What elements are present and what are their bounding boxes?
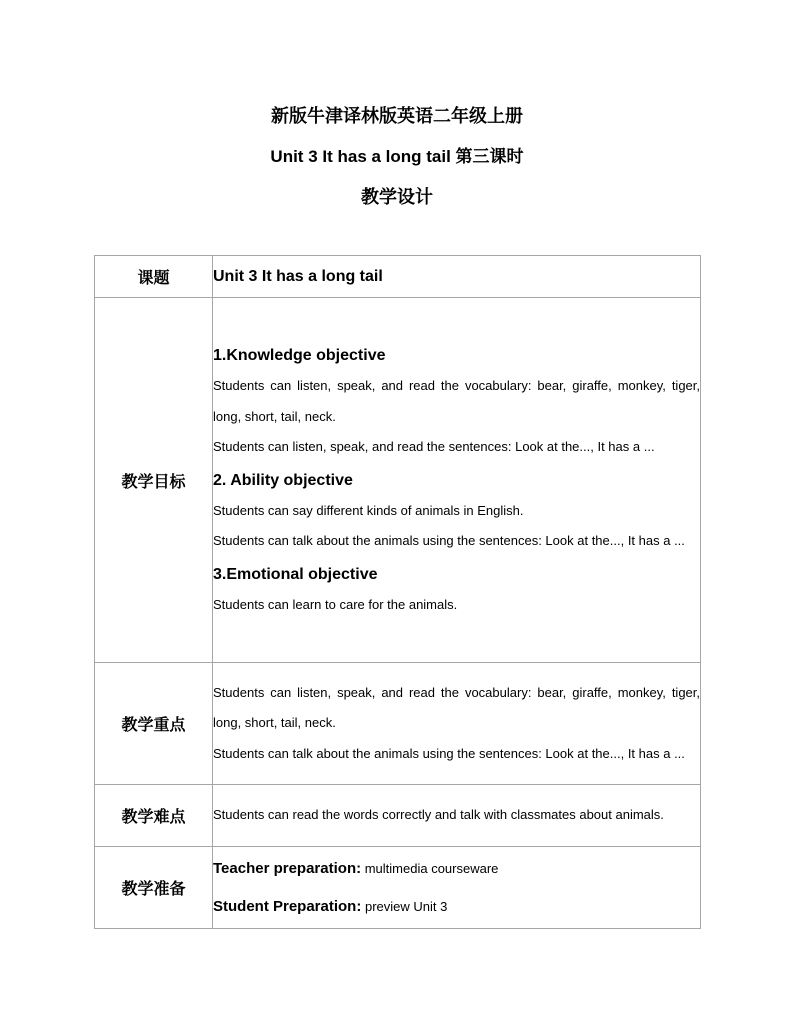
emotional-paragraph-1: Students can learn to care for the animals. <box>213 596 458 612</box>
document-subtitle: 教学设计 <box>361 187 433 207</box>
difficulties-label: 教学难点 <box>95 785 213 847</box>
topic-value: Unit 3 It has a long tail <box>213 267 383 285</box>
teacher-preparation-label: Teacher preparation: <box>213 859 362 877</box>
difficulties-cell <box>213 785 701 847</box>
lesson-title: Unit 3 It has a long tail 第三课时 <box>270 147 524 166</box>
knowledge-heading: 1.Knowledge objective <box>213 347 386 364</box>
table-row-topic <box>95 256 701 298</box>
ability-heading: 2. Ability objective <box>213 471 353 489</box>
ability-paragraph-2: Students can talk about the animals using the sentences: Look at the..., It has a ... <box>213 533 685 548</box>
key-points-cell <box>213 663 701 785</box>
document-title: 新版牛津译林版英语二年级上册 <box>271 106 523 126</box>
key-points-paragraph-1: Students can listen, speak, and read the vocabulary: bear, giraffe, monkey, tiger, long, short, tail, neck. <box>213 684 700 731</box>
preparation-cell <box>213 847 701 929</box>
teacher-preparation <box>213 859 700 879</box>
student-preparation-label: Student Preparation: <box>213 897 362 915</box>
knowledge-paragraph-1: Students can listen, speak, and read the vocabulary: bear, giraffe, monkey, tiger, long, short, tail, neck. <box>213 378 700 424</box>
table-row-preparation <box>95 847 701 929</box>
lesson-plan-table <box>94 255 701 929</box>
topic-cell <box>213 256 701 298</box>
preparation-label: 教学准备 <box>95 847 213 929</box>
table-row-key-points <box>95 663 701 785</box>
student-preparation <box>213 897 700 917</box>
topic-label: 课题 <box>95 256 213 298</box>
ability-paragraph-1: Students can say different kinds of animals in English. <box>213 502 524 518</box>
key-points-label: 教学重点 <box>95 663 213 785</box>
objectives-cell <box>213 298 701 663</box>
difficulties-paragraph-1: Students can read the words correctly and talk with classmates about animals. <box>213 807 664 823</box>
knowledge-paragraph-2: Students can listen, speak, and read the sentences: Look at the..., It has a ... <box>213 439 655 454</box>
student-preparation-value: preview Unit 3 <box>361 898 448 914</box>
table-row-objectives <box>95 298 701 663</box>
objectives-label: 教学目标 <box>95 298 213 663</box>
table-row-difficulties <box>95 785 701 847</box>
key-points-paragraph-2: Students can talk about the animals using the sentences: Look at the..., It has a ... <box>213 745 685 761</box>
teacher-preparation-value: multimedia courseware <box>361 860 499 876</box>
emotional-heading: 3.Emotional objective <box>213 565 378 583</box>
